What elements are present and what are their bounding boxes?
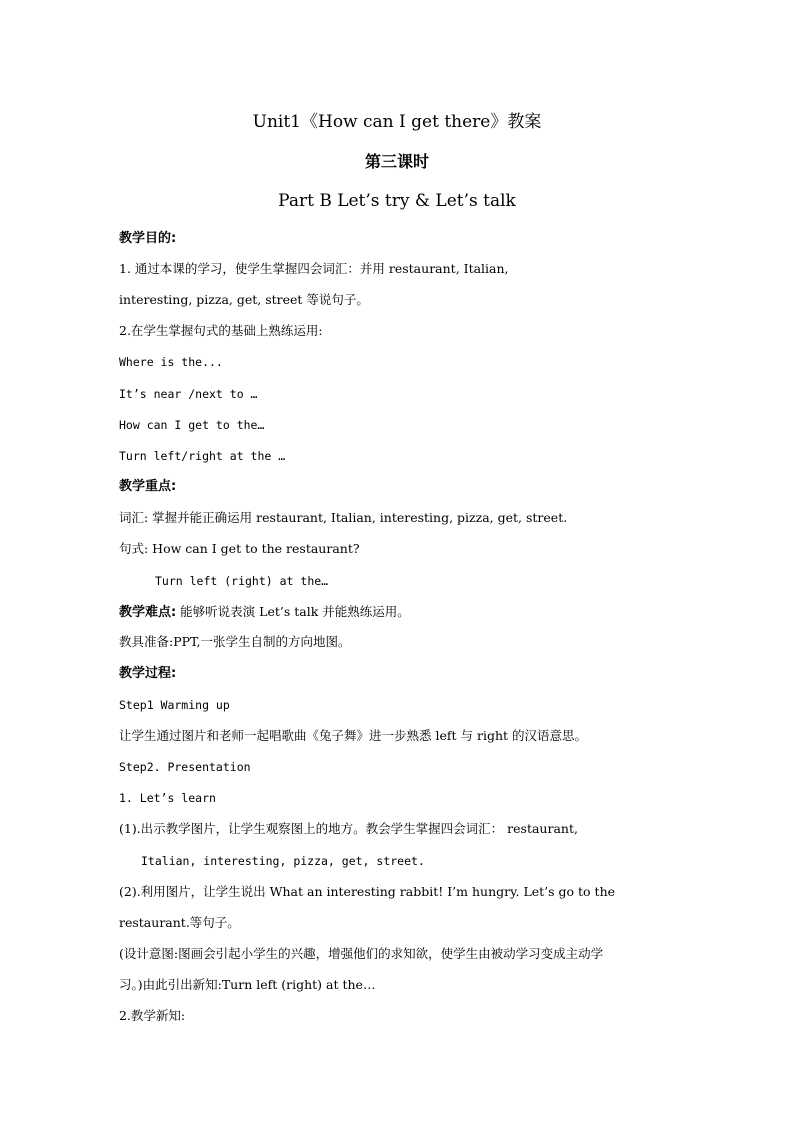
- learn-item-1-line-2: Italian, interesting, pizza, get, street.: [141, 854, 425, 868]
- difficulty-label: 教学难点:: [119, 605, 177, 620]
- step-1-text: 让学生通过图片和老师一起唱歌曲《兔子舞》进一步熟悉 left 与 right 的汉语意思。: [119, 728, 587, 743]
- design-intent-line-1: (设计意图:图画会引起小学生的兴趣，增强他们的求知欲，使学生由被动学习变成主动学: [119, 946, 604, 961]
- step-1: Step1 Warming up: [119, 698, 230, 712]
- learn-item-1-line-1: (1).出示教学图片，让学生观察图上的地方。教会学生掌握四会词汇： restaurant,: [119, 821, 578, 836]
- pattern-how: How can I get to the…: [119, 418, 265, 432]
- objective-2: 2.在学生掌握句式的基础上熟练运用:: [119, 323, 323, 338]
- lets-learn: 1. Let’s learn: [119, 791, 216, 805]
- key-sentence-2: Turn left (right) at the…: [155, 574, 329, 588]
- new-knowledge-heading: 2.教学新知:: [119, 1008, 186, 1023]
- difficulty-text: 能够听说表演 Let’s talk 并能熟练运用。: [176, 604, 410, 619]
- step-2: Step2. Presentation: [119, 760, 251, 774]
- pattern-where: Where is the...: [119, 355, 223, 369]
- teaching-tools: 教具准备:PPT,一张学生自制的方向地图。: [119, 634, 351, 649]
- learn-item-2-line-2: restaurant.等句子。: [119, 915, 240, 930]
- pattern-turn: Turn left/right at the …: [119, 449, 286, 463]
- objectives-heading: 教学目的:: [119, 231, 177, 246]
- pattern-near: It’s near /next to …: [119, 387, 258, 401]
- lesson-title: 第三课时: [364, 152, 429, 171]
- document-title: Unit1《How can I get there》教案: [252, 112, 542, 132]
- key-vocabulary: 词汇: 掌握并能正确运用 restaurant, Italian, interesting, pizza, get, street.: [119, 510, 568, 525]
- key-points-heading: 教学重点:: [119, 479, 177, 494]
- process-heading: 教学过程:: [119, 666, 177, 681]
- part-title: Part B Let’s try & Let’s talk: [278, 191, 516, 211]
- design-intent-line-2: 习。)由此引出新知:Turn left (right) at the…: [119, 977, 376, 992]
- objective-1-line-2: interesting, pizza, get, street 等说句子。: [119, 292, 369, 307]
- learn-item-2-line-1: (2).利用图片，让学生说出 What an interesting rabbit! I’m hungry. Let’s go to the: [119, 884, 616, 899]
- difficulty-line: [119, 603, 410, 622]
- key-sentence: 句式: How can I get to the restaurant?: [119, 541, 360, 556]
- objective-1-line-1: 1. 通过本课的学习，使学生掌握四会词汇：并用 restaurant, Italian,: [119, 261, 509, 276]
